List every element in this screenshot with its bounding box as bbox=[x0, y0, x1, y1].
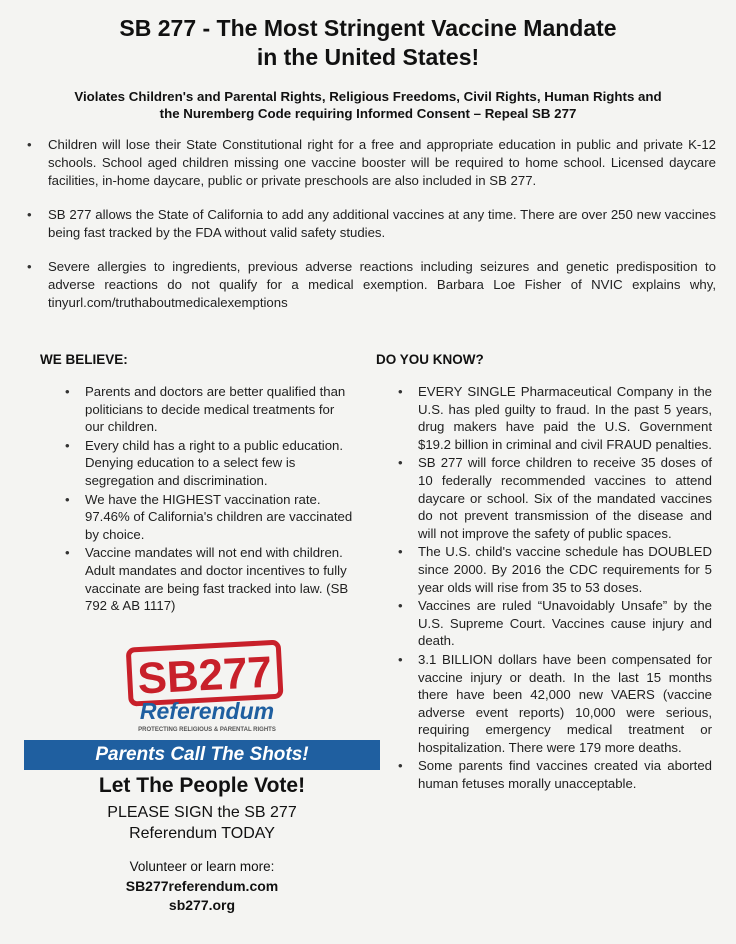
list-item: • Parents and doctors are better qualified than politicians to decide medical treatments for our children. bbox=[85, 383, 353, 436]
please-sign-text bbox=[24, 802, 380, 844]
parents-call-the-shots-banner bbox=[24, 740, 380, 770]
list-item: • We have the HIGHEST vaccination rate. 97.46% of California's children are vaccinated by choice. bbox=[85, 491, 353, 544]
list-item: • 3.1 BILLION dollars have been compensated for vaccine injury or death. In the last 15 months there have been 42,000 new VAERS (vaccine adverse event reports) 10,000 were serious, requiring emergency medical treatment or hospitalization. There were 179 more deaths. bbox=[418, 651, 712, 757]
title-line-1: SB 277 - The Most Stringent Vaccine Mandate bbox=[119, 15, 617, 41]
banner-text: Parents Call The Shots! bbox=[95, 744, 309, 765]
sb277-referendum-logo bbox=[126, 640, 288, 736]
subtitle-line-2: the Nuremberg Code requiring Informed Consent – Repeal SB 277 bbox=[159, 106, 577, 121]
top-bullet-item: • Severe allergies to ingredients, previous adverse reactions including seizures and genetic predisposition to adverse reactions do not qualify for a medical exemption. Barbara Loe Fisher of NVIC explains why, tinyurl.com/truthaboutmedicalexemptions bbox=[48, 258, 716, 312]
top-bullet-list bbox=[48, 136, 716, 328]
page-title bbox=[0, 14, 736, 72]
website-link-sb277referendum: SB277referendum.com bbox=[125, 878, 279, 894]
top-bullet-item: • SB 277 allows the State of California to add any additional vaccines at any time. There are over 250 new vaccines being fast tracked by the FDA without valid safety studies. bbox=[48, 206, 716, 242]
sign-line-2: Referendum TODAY bbox=[129, 825, 275, 842]
list-item: • Vaccine mandates will not end with children. Adult mandates and doctor incentives to fully vaccinate are being fast tracked into law. (SB 792 & AB 1117) bbox=[85, 544, 353, 614]
logo-word: Referendum bbox=[139, 698, 275, 724]
list-item: • EVERY SINGLE Pharmaceutical Company in the U.S. has pled guilty to fraud. In the past 5 years, drug makers have paid the U.S. Government $19.2 billion in criminal and civil FRAUD penalties. bbox=[418, 383, 712, 453]
top-bullet-item: • Children will lose their State Constitutional right for a free and appropriate education in public and private K-12 schools. School aged children missing one vaccine booster will be required to home school. Licensed daycare facilities, in-home daycare, public or private preschools are also included in SB 277. bbox=[48, 136, 716, 190]
logo-tagline: PROTECTING RELIGIOUS & PARENTAL RIGHTS bbox=[138, 727, 276, 733]
list-item: • Every child has a right to a public education. Denying education to a select few is segregation and discrimination. bbox=[85, 437, 353, 490]
list-item: • Some parents find vaccines created via aborted human fetuses morally unacceptable. bbox=[418, 757, 712, 792]
subtitle bbox=[20, 88, 716, 122]
we-believe-heading: WE BELIEVE: bbox=[40, 352, 128, 367]
logo-graphic bbox=[126, 640, 288, 736]
list-item: • SB 277 will force children to receive 35 doses of 10 federally recommended vaccines to attend daycare or school. Six of the mandated vaccines do not prevent transmission of the disease and will not improve the safety of public spaces. bbox=[418, 454, 712, 542]
sign-line-1: PLEASE SIGN the SB 277 bbox=[107, 804, 297, 821]
website-link-sb277: sb277.org bbox=[168, 897, 236, 913]
do-you-know-list bbox=[418, 383, 712, 794]
do-you-know-heading: DO YOU KNOW? bbox=[376, 352, 484, 367]
title-line-2: in the United States! bbox=[256, 44, 480, 70]
subtitle-line-1: Violates Children's and Parental Rights, Religious Freedoms, Civil Rights, Human Rights and bbox=[74, 89, 662, 104]
volunteer-text: Volunteer or learn more: bbox=[129, 859, 275, 874]
we-believe-list bbox=[85, 383, 353, 616]
list-item: • The U.S. child's vaccine schedule has DOUBLED since 2000. By 2016 the CDC requirements for 5 year olds will rise from 35 to 53 doses. bbox=[418, 543, 712, 596]
stamp-text: SB277 bbox=[136, 647, 274, 704]
list-item: • Vaccines are ruled “Unavoidably Unsafe” by the U.S. Supreme Court. Vaccines cause injury and death. bbox=[418, 597, 712, 650]
let-the-people-vote: Let The People Vote! bbox=[98, 774, 306, 797]
